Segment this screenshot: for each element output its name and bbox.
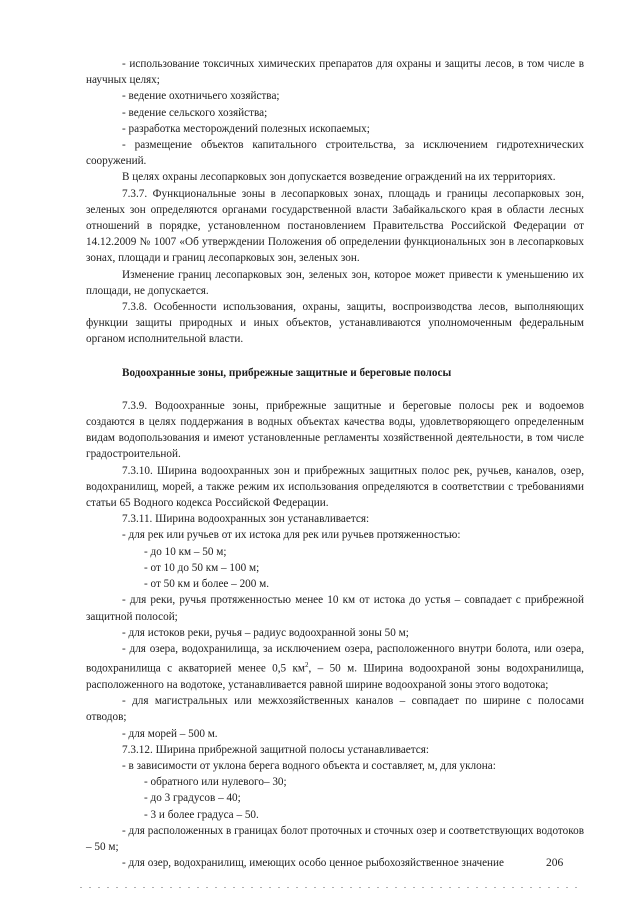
lakes-superscript: 2 [305,661,309,670]
paragraph-seas: - для морей – 500 м. [122,727,218,740]
list-item: - от 50 км и более – 200 м. [144,578,270,591]
scan-edge-artifact [80,887,580,888]
list-item: - до 3 градусов – 40; [144,792,241,805]
paragraph-canals: - для магистральных или межхозяйственных каналов – совпадает по ширине с полосами отводов; [86,695,584,724]
slope-intro: - в зависимости от уклона берега водного объекта и составляет, м, для уклона: [122,760,496,773]
paragraph-7-3-8: 7.3.8. Особенности использования, охраны, защиты, воспроизводства лесов, выполняющих функции защиты природных и иных объектов, устанавливаются уполномоченным федеральным органом исполнительной власти. [86,301,584,346]
list-item-agriculture: - ведение сельского хозяйства; [122,106,268,119]
paragraph-7-3-11: 7.3.11. Ширина водоохранных зон устанавливается: [122,513,370,526]
paragraph-lakes [86,641,584,693]
page-number: 206 [546,857,564,869]
paragraph-fencing: В целях охраны лесопарковых зон допускается возведение ограждений на их территориях. [122,171,556,184]
lakes-text-a: - для озера, водохранилища, за исключением озера, расположенного внутри болота, или озера, водохранилища с акваторией менее 0,5 км [86,642,584,675]
paragraph-7-3-9: 7.3.9. Водоохранные зоны, прибрежные защитные и береговые полосы рек и водоемов создаются в целях поддержания в водных объектах качества воды, удовлетворяющего определенным видам водопользования и имеют установленные регламенты хозяйственной деятельности, в том числе градостроительной. [86,399,584,461]
page-content [86,56,584,871]
paragraph-7-3-12: 7.3.12. Ширина прибрежной защитной полосы устанавливается: [122,743,430,756]
section-heading: Водоохранные зоны, прибрежные защитные и береговые полосы [122,366,452,379]
paragraph-7-3-10: 7.3.10. Ширина водоохранных зон и прибрежных защитных полос рек, ручьев, каналов, озер, водохранилищ, морей, а также режим их использования определяются в соответствии с требованиями статьи 65 Водного кодекса Российской Федерации. [86,464,584,510]
list-item-mining: - разработка месторождений полезных ископаемых; [122,122,370,135]
rivers-intro: - для рек или ручьев от их истока для рек или ручьев протяженностью: [122,529,461,542]
list-item-construction: - размещение объектов капитального строительства, за исключением гидротехнических сооружений. [86,139,584,168]
list-item-toxic-chemicals: - использование токсичных химических препаратов для охраны и защиты лесов, в том числе в научных целях; [86,58,584,87]
list-item-hunting: - ведение охотничьего хозяйства; [122,90,280,103]
paragraph-short-rivers: - для реки, ручья протяженностью менее 10 км от истока до устья – совпадает с прибрежной защитной полосой; [86,594,584,623]
list-item: - обратного или нулевого– 30; [144,776,287,789]
list-item: - от 10 до 50 км – 100 м; [144,561,260,574]
paragraph-7-3-7: 7.3.7. Функциональные зоны в лесопарковых зонах, площадь и границы лесопарковых зон, зеленых зон определяются органами государственной власти Забайкальского края в области лесных отношений в порядке, установленном постановлением Правительства Российской Федерации от 14.12.2009 № 1007 «Об утверждении Положения об определении функциональных зон в лесопарковых зонах, площади и границ лесопарковых зон, зеленых зон. [86,187,584,265]
list-item: - до 10 км – 50 м; [144,545,227,558]
lakes-text-b: , – 50 м. Ширина водоохраной зоны водохранилища, расположенного на водотоке, устанавливается равной ширине водоохраной зоны этого водотока; [86,662,584,692]
paragraph-bogs: - для расположенных в границах болот проточных и сточных озер и соответствующих водотоков – 50 м; [86,824,584,854]
paragraph-sources: - для истоков реки, ручья – радиус водоохранной зоны 50 м; [122,626,409,639]
list-item: - 3 и более градуса – 50. [144,808,259,821]
paragraph-boundary-change: Изменение границ лесопарковых зон, зеленых зон, которое может привести к уменьшению их площади, не допускается. [86,268,584,297]
paragraph-fish: - для озер, водохранилищ, имеющих особо ценное рыбохозяйственное значение [122,857,505,870]
